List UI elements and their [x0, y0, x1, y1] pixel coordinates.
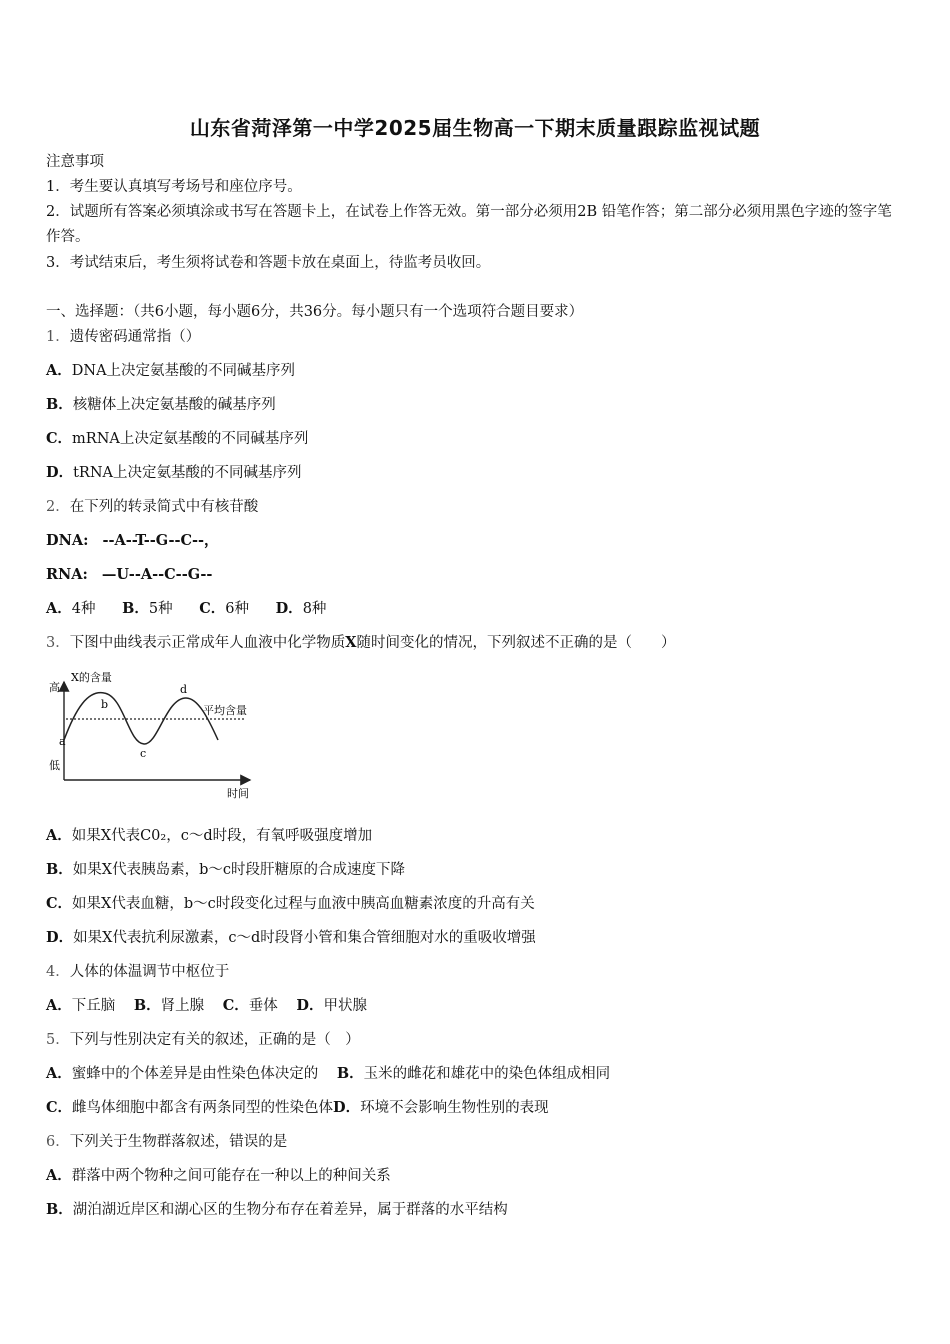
option-text: DNA上决定氨基酸的不同碱基序列	[71, 363, 296, 379]
rna-sequence: —U--A--C--G--	[101, 566, 213, 583]
option-label: B．	[46, 1201, 73, 1218]
q6-option-a	[46, 1166, 391, 1186]
question-number: 3．	[46, 635, 70, 651]
option-label: B．	[122, 600, 149, 617]
option-label: A．	[46, 1065, 72, 1082]
option-text: 湖泊湖近岸区和湖心区的生物分布存在着差异，属于群落的水平结构	[72, 1202, 508, 1218]
q2-options	[46, 599, 326, 619]
q4-options	[46, 996, 367, 1016]
option-label: A．	[46, 997, 72, 1014]
q6-option-b	[46, 1200, 508, 1220]
option-label: A．	[46, 1167, 72, 1184]
q3-option-c	[46, 894, 535, 914]
option-label: C．	[46, 1099, 73, 1116]
option-text: 6种	[225, 601, 249, 617]
x-content-figure	[46, 668, 256, 804]
question-stem-rest: 随时间变化的情况，下列叙述不正确的是（ ）	[356, 635, 676, 651]
question-6	[46, 1132, 287, 1152]
option-label: C．	[222, 997, 249, 1014]
option-label: C．	[46, 430, 73, 447]
content-curve	[64, 693, 218, 744]
option-label: D．	[46, 464, 74, 481]
option-text: 蜜蜂中的个体差异是由性染色体决定的	[71, 1066, 319, 1082]
option-text: 如果X代表胰岛素，b～c时段肝糖原的合成速度下降	[72, 862, 405, 878]
question-stem: 下列关于生物群落叙述，错误的是	[69, 1134, 288, 1150]
option-text: 垂体	[248, 998, 278, 1014]
option-text: tRNA上决定氨基酸的不同碱基序列	[73, 465, 302, 481]
option-text: 核糖体上决定氨基酸的碱基序列	[72, 397, 276, 413]
question-number: 2．	[46, 499, 70, 515]
q1-option-b	[46, 395, 276, 415]
point-label-b: b	[101, 698, 109, 711]
point-label-a: a	[59, 735, 66, 748]
question-stem: 下列与性别决定有关的叙述，正确的是（ ）	[69, 1032, 360, 1048]
y-axis-title: X的含量	[71, 671, 112, 684]
option-text: 玉米的雌花和雄花中的染色体组成相同	[363, 1066, 611, 1082]
option-label: C．	[199, 600, 226, 617]
question-number: 5．	[46, 1032, 70, 1048]
x-axis-title: 时间	[227, 787, 249, 800]
q1-option-c	[46, 429, 308, 449]
q3-option-b	[46, 860, 405, 880]
question-number: 6．	[46, 1134, 70, 1150]
option-label: B．	[46, 861, 73, 878]
average-label: 平均含量	[203, 704, 247, 717]
q1-option-d	[46, 463, 301, 483]
q3-option-a	[46, 826, 372, 846]
notice-item-1: 1．考生要认真填写考场号和座位序号。	[46, 179, 302, 195]
point-label-d: d	[180, 683, 188, 696]
exam-title: 山东省菏泽第一中学2025届生物高一下期末质量跟踪监视试题	[189, 116, 761, 140]
y-low-label: 低	[49, 759, 60, 772]
option-text: 如果X代表血糖，b～c时段变化过程与血液中胰高血糖素浓度的升高有关	[72, 896, 535, 912]
option-label: A．	[46, 600, 72, 617]
y-high-label: 高	[49, 681, 60, 694]
q2-rna-line	[46, 565, 212, 585]
notice-item-3: 3．考试结束后，考生须将试卷和答题卡放在桌面上，待监考员收回。	[46, 255, 491, 271]
option-text: 环境不会影响生物性别的表现	[360, 1100, 549, 1116]
question-stem: 下图中曲线表示正常成年人血液中化学物质	[69, 635, 346, 651]
question-4	[46, 962, 229, 982]
question-2	[46, 497, 258, 517]
option-label: B．	[336, 1065, 364, 1082]
question-number: 4．	[46, 964, 70, 980]
point-label-c: c	[140, 747, 147, 760]
dna-label: DNA:	[46, 532, 89, 549]
option-text: 甲状腺	[323, 998, 367, 1014]
option-text: 5种	[148, 601, 173, 617]
question-stem: 在下列的转录简式中有核苷酸	[69, 499, 259, 515]
notice-heading: 注意事项	[46, 154, 104, 170]
dna-sequence: --A--T--G--C--，	[102, 532, 219, 549]
q5-options-cd	[46, 1098, 549, 1118]
option-label: A．	[46, 827, 72, 844]
q1-option-a	[46, 361, 295, 381]
option-text: 如果X代表抗利尿激素，c～d时段肾小管和集合管细胞对水的重吸收增强	[73, 930, 536, 946]
option-label: A．	[46, 362, 72, 379]
option-text: 4种	[71, 601, 96, 617]
option-text: 雌鸟体细胞中都含有两条同型的性染色体	[72, 1100, 334, 1116]
rna-label: RNA:	[46, 566, 88, 583]
option-label: C．	[46, 895, 73, 912]
option-label: B．	[133, 997, 161, 1014]
option-text: 肾上腺	[160, 998, 205, 1014]
question-5	[46, 1030, 360, 1050]
q3-option-d	[46, 928, 536, 948]
section-heading: 一、选择题：（共6小题，每小题6分，共36分。每小题只有一个选项符合题目要求）	[46, 304, 584, 320]
question-stem-x: X	[345, 634, 357, 651]
question-stem: 人体的体温调节中枢位于	[69, 964, 230, 980]
q2-dna-line	[46, 531, 219, 551]
option-label: D．	[275, 600, 303, 617]
question-1	[46, 327, 200, 347]
option-label: B．	[46, 396, 73, 413]
option-text: 8种	[302, 601, 327, 617]
option-text: 群落中两个物种之间可能存在一种以上的种间关系	[71, 1168, 391, 1184]
option-label: D．	[333, 1099, 361, 1116]
question-3	[46, 633, 676, 653]
question-number: 1．	[46, 329, 70, 345]
option-text: mRNA上决定氨基酸的不同碱基序列	[72, 431, 309, 447]
option-text: 如果X代表C0₂，c～d时段，有氧呼吸强度增加	[71, 828, 373, 844]
option-label: D．	[46, 929, 74, 946]
question-stem: 遗传密码通常指（）	[69, 329, 201, 345]
option-text: 下丘脑	[71, 998, 116, 1014]
q5-options-ab	[46, 1064, 610, 1084]
notice-item-2: 2．试题所有答案必须填涂或书写在答题卡上，在试卷上作答无效。第一部分必须用2B 铅笔作答；第二部分必须用黑色字迹的签字笔作答。	[46, 204, 892, 245]
option-label: D．	[296, 997, 324, 1014]
